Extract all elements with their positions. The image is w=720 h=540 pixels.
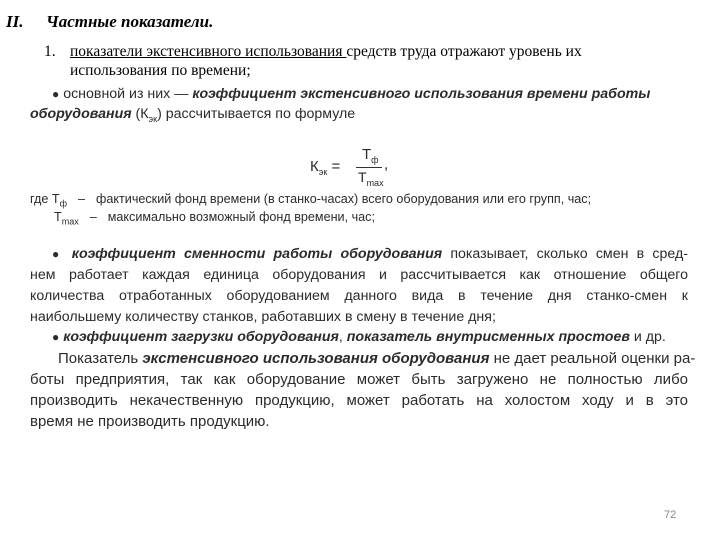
formula-numerator: $Т_ф$ xyxy=(362,146,379,165)
where-line2: $Т_{max}$ – максимально возможный фонд времени, час; xyxy=(54,210,375,227)
list-item-1 xyxy=(44,42,582,80)
section-heading xyxy=(6,12,213,32)
para2-line3: количества отработанных оборудованием данного вида в течение дня станко-смен к xyxy=(30,288,688,304)
para3-line3: производить некачественную продукцию, может работать на холостом ходу и в это xyxy=(30,392,688,409)
para2-line4: наибольшему количеству станков, работавших в смену в течение дня; xyxy=(30,309,496,325)
para2-line2: нем работает каждая единица оборудования и рассчитывается как отношение общего xyxy=(30,267,688,283)
para2-line1: ● коэффициент сменности работы оборудования показывает, сколько смен в сред- xyxy=(52,246,688,262)
formula-denominator: $Т_{max}$ xyxy=(358,169,384,188)
para3-line4: время не производить продукцию. xyxy=(30,413,270,430)
bullet-icon: ● xyxy=(52,247,64,261)
para2-line5: ● коэффициент загрузки оборудования, показатель внутрисменных простоев и др. xyxy=(52,329,666,345)
para1-line1: ● основной из них — коэффициент экстенсивного использования времени работы xyxy=(52,86,651,102)
formula-lhs: $К_{эк}$ = xyxy=(310,158,341,177)
bullet-icon: ● xyxy=(52,87,60,101)
para3-line2: боты предприятия, так как оборудование может быть загружено не полностью либо xyxy=(30,371,688,388)
bullet-icon: ● xyxy=(52,330,60,344)
page-number: 72 xyxy=(664,509,677,521)
item-number: 1. xyxy=(44,43,56,60)
fraction-line xyxy=(356,167,382,168)
para1-line2: оборудования $(К_{эк})$ рассчитывается по формуле xyxy=(30,106,356,124)
para3-line1: Показатель экстенсивного использования оборудования не дает реальной оценки ра- xyxy=(58,350,696,367)
formula-comma: , xyxy=(384,156,389,173)
item-text: средств труда отражают уровень их xyxy=(346,43,582,60)
item-text-line2: использования по времени; xyxy=(70,62,251,79)
item-underlined-text: показатели экстенсивного использования xyxy=(70,43,347,60)
section-number: II. xyxy=(6,12,24,31)
where-line1: где $Т_ф$ – фактический фонд времени (в станко-часах) всего оборудования или его групп, час; xyxy=(30,192,592,209)
section-title: Частные показатели. xyxy=(46,12,214,31)
